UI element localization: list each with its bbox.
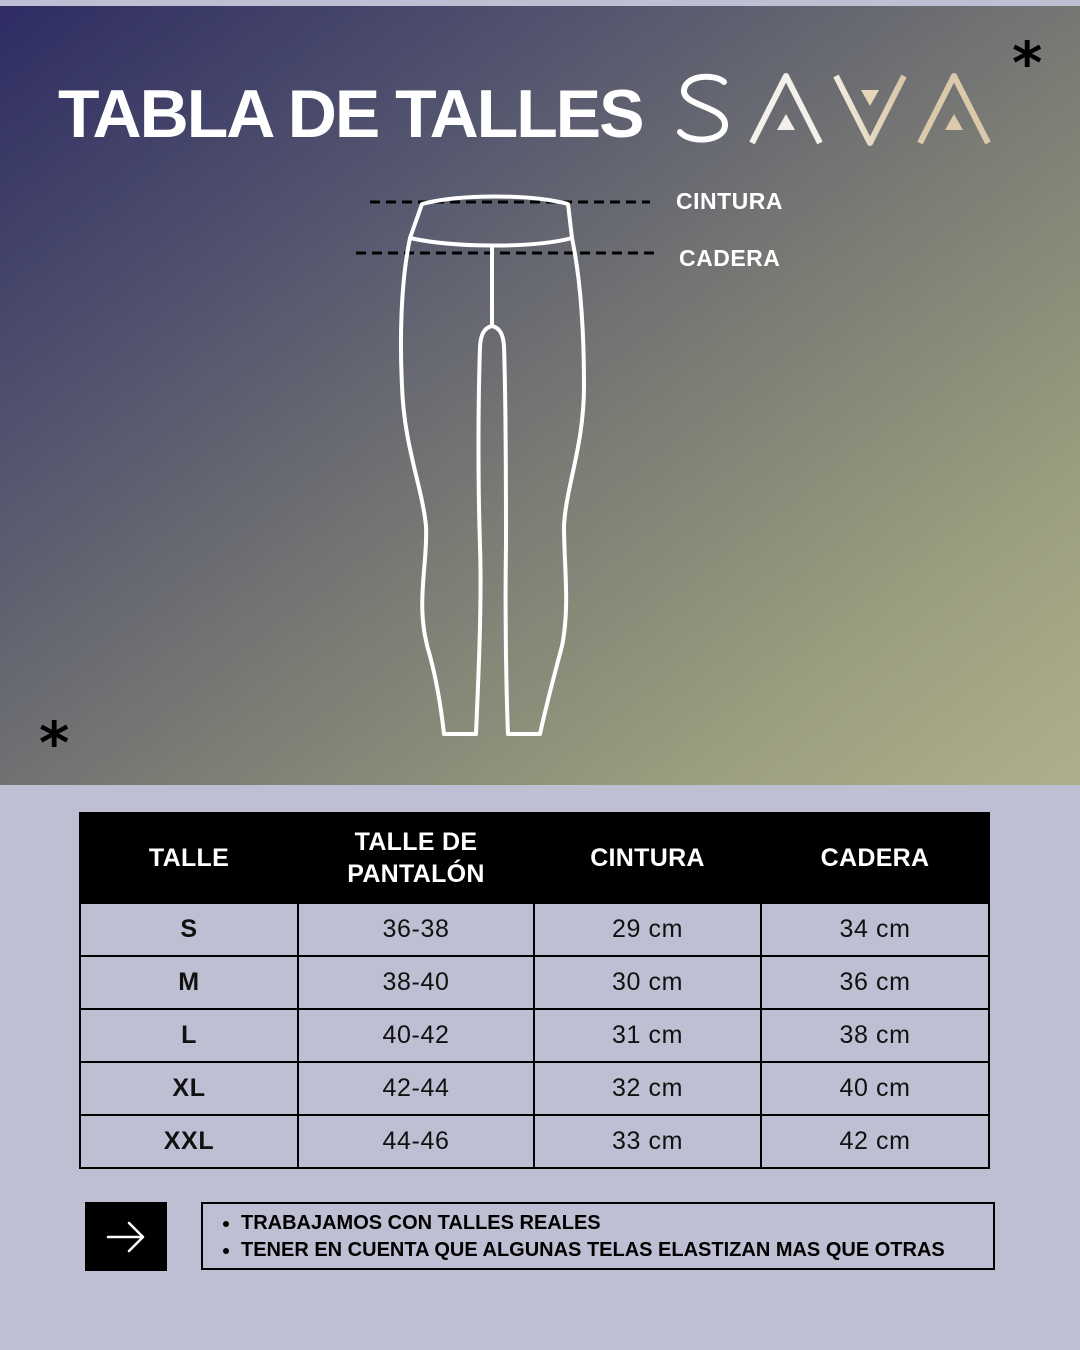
size-cell: S	[80, 903, 298, 956]
header-talle: TALLE	[80, 813, 298, 903]
waist-cell: 31 cm	[534, 1009, 761, 1062]
table-row	[80, 1062, 989, 1115]
note-item: • TRABAJAMOS CON TALLES REALES	[241, 1210, 993, 1237]
size-cell: M	[80, 956, 298, 1009]
size-cell: XXL	[80, 1115, 298, 1168]
pant-size-cell: 38-40	[298, 956, 534, 1009]
pant-size-cell: 36-38	[298, 903, 534, 956]
table-row	[80, 956, 989, 1009]
pant-size-cell: 42-44	[298, 1062, 534, 1115]
waist-cell: 32 cm	[534, 1062, 761, 1115]
arrow-right-icon	[105, 1220, 147, 1254]
table-row	[80, 1115, 989, 1168]
brand-logo	[676, 68, 996, 150]
pant-size-cell: 40-42	[298, 1009, 534, 1062]
waist-cell: 30 cm	[534, 956, 761, 1009]
page-title: TABLA DE TALLES	[58, 76, 643, 152]
size-table-header-row	[80, 813, 989, 903]
hero-banner	[0, 6, 1080, 785]
header-pant-line1: TALLE DE	[354, 828, 478, 856]
notes-list	[203, 1210, 993, 1264]
hip-cell: 42 cm	[761, 1115, 989, 1168]
size-table	[79, 812, 990, 1169]
header-talle-pantalon	[298, 813, 534, 903]
waist-cell: 29 cm	[534, 903, 761, 956]
waist-label: CINTURA	[676, 188, 783, 214]
hip-cell: 40 cm	[761, 1062, 989, 1115]
size-cell: XL	[80, 1062, 298, 1115]
header-cadera: CADERA	[761, 813, 989, 903]
hip-cell: 34 cm	[761, 903, 989, 956]
table-row	[80, 903, 989, 956]
hip-label: CADERA	[679, 245, 781, 271]
hip-cell: 38 cm	[761, 1009, 989, 1062]
leggings-outline-icon	[350, 186, 670, 746]
waist-cell: 33 cm	[534, 1115, 761, 1168]
next-arrow-button[interactable]	[85, 1202, 167, 1271]
asterisk-decoration-top: *	[1012, 29, 1043, 97]
asterisk-decoration-bottom: *	[39, 709, 70, 777]
header-cintura: CINTURA	[534, 813, 761, 903]
table-row	[80, 1009, 989, 1062]
notes-box	[201, 1202, 995, 1270]
hip-cell: 36 cm	[761, 956, 989, 1009]
pant-size-cell: 44-46	[298, 1115, 534, 1168]
note-item: • TENER EN CUENTA QUE ALGUNAS TELAS ELASTIZAN MAS QUE OTRAS	[241, 1237, 993, 1264]
header-pant-line2: PANTALÓN	[347, 860, 485, 888]
size-cell: L	[80, 1009, 298, 1062]
